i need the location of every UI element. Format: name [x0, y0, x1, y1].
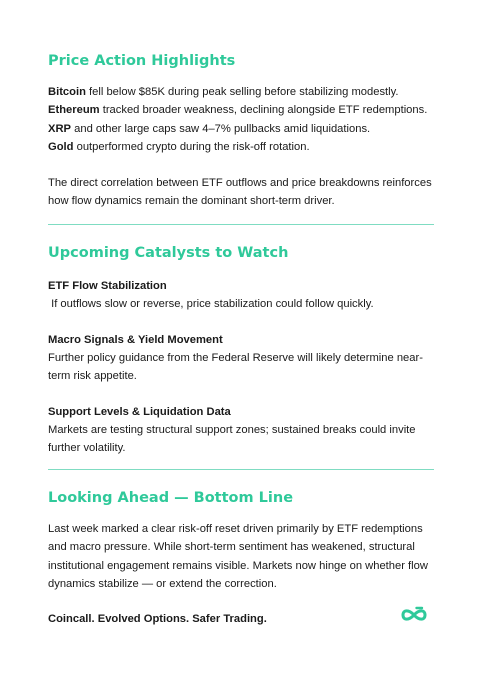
- section-divider: [48, 469, 434, 470]
- highlight-text: fell below $85K during peak selling before stabilizing modestly.: [85, 86, 399, 98]
- catalyst-heading: ETF Flow Stabilization: [48, 280, 167, 292]
- bottom-line-title: Looking Ahead — Bottom Line: [48, 490, 294, 506]
- section-divider: [48, 224, 434, 225]
- highlight-bold: Ethereum: [48, 104, 100, 117]
- catalyst-item: [48, 277, 434, 313]
- highlight-item: [48, 138, 448, 156]
- highlight-text: outperformed crypto during the risk-off rotation.: [73, 140, 310, 153]
- catalyst-text: Further policy guidance from the Federal Reserve will likely determine near-term risk appetite.: [48, 352, 423, 383]
- price-action-title: Price Action Highlights: [48, 53, 236, 69]
- price-action-highlights: [48, 83, 448, 156]
- highlight-item: [48, 83, 448, 101]
- price-action-summary: The direct correlation between ETF outflows and price breakdowns reinforces how flow dynamics remain the dominant short-term driver.: [48, 177, 432, 208]
- highlight-text: and other large caps saw 4–7% pullbacks amid liquidations.: [71, 122, 371, 135]
- catalyst-heading: Macro Signals & Yield Movement: [48, 334, 223, 346]
- catalyst-item: [48, 403, 434, 458]
- highlight-text: tracked broader weakness, declining alongside ETF redemptions.: [99, 104, 428, 117]
- footer-tagline: Coincall. Evolved Options. Safer Trading.: [48, 613, 267, 625]
- coincall-logo-icon: [400, 604, 428, 626]
- catalyst-text: If outflows slow or reverse, price stabilization could follow quickly.: [48, 298, 374, 310]
- bottom-line-text: Last week marked a clear risk-off reset driven primarily by ETF redemptions and macro pressure. While short-term sentiment has weakened, structural institutional engagement remains visible. Markets now hinge on whether flow dynamics stabilize — or extend the correction.: [48, 523, 428, 590]
- catalyst-item: [48, 331, 434, 386]
- catalysts-title: Upcoming Catalysts to Watch: [48, 245, 289, 261]
- highlight-bold: Gold: [48, 140, 74, 153]
- catalyst-heading: Support Levels & Liquidation Data: [48, 406, 231, 418]
- highlight-item: [48, 101, 448, 119]
- highlight-bold: Bitcoin: [48, 86, 86, 98]
- highlight-item: [48, 120, 448, 138]
- highlight-bold: XRP: [48, 122, 72, 135]
- catalyst-text: Markets are testing structural support zones; sustained breaks could invite further volatility.: [48, 424, 416, 455]
